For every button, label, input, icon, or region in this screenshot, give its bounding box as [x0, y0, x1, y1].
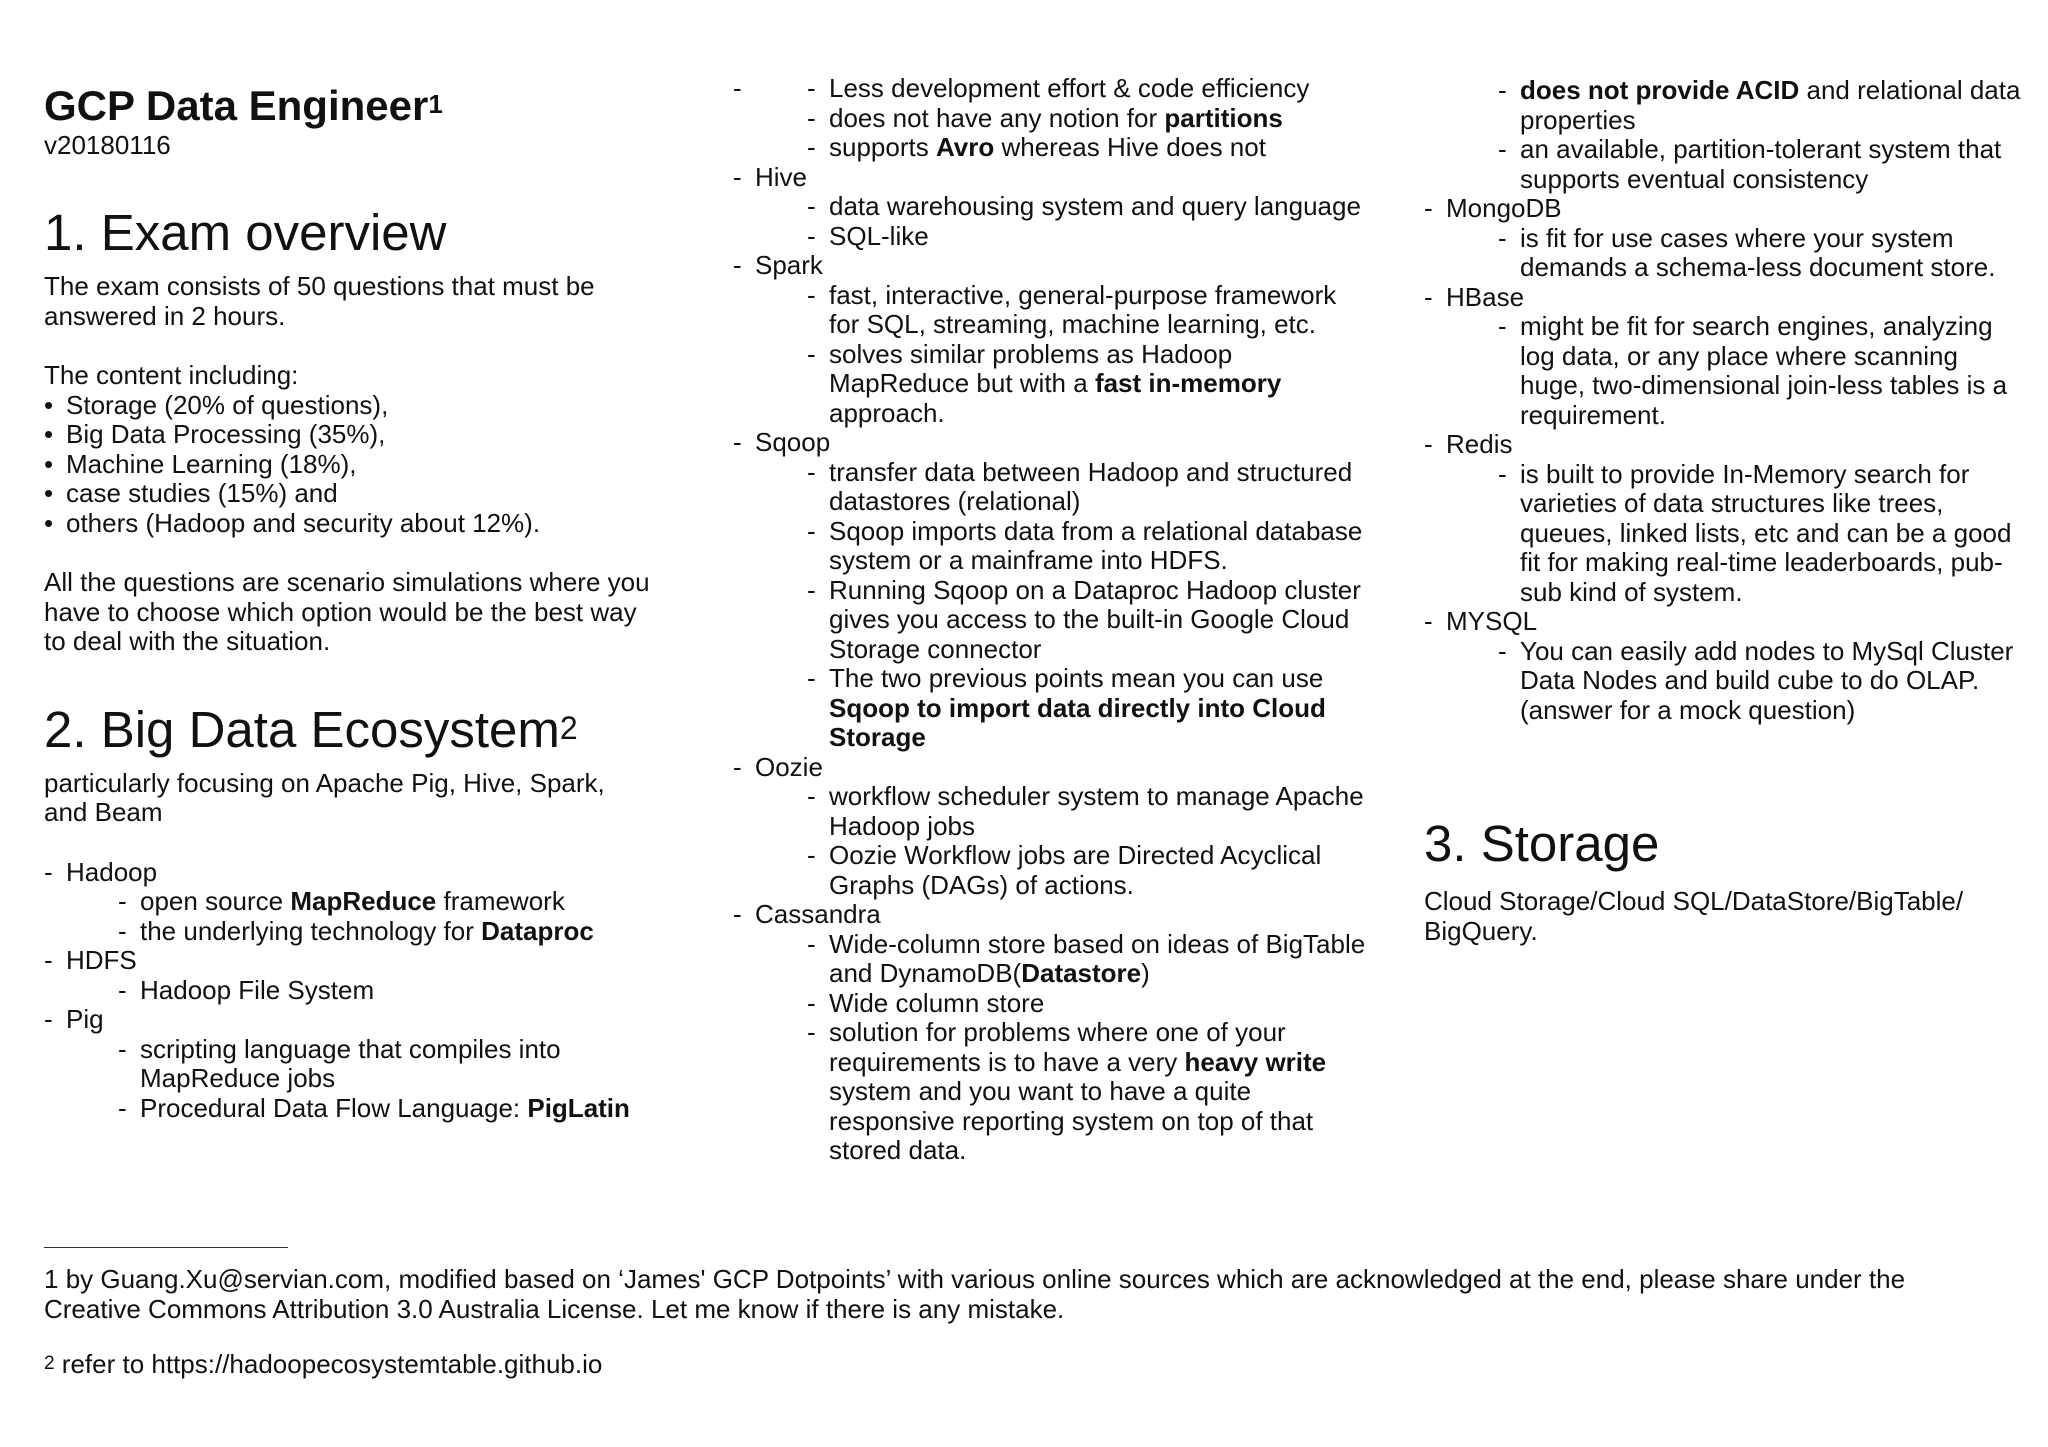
list-item: - is built to provide In-Memory search for varieties of data structures like trees, queues, linked lists, etc and can be a good fit for making real-time leaderboards, pub-sub kind of system.	[1498, 460, 2024, 608]
footnote-2-text: refer to https://hadoopecosystemtable.github.io	[54, 1349, 603, 1379]
list-item-cassandra: - Cassandra - Wide-column store based on ideas of BigTable and DynamoDB(Datastore) - Wide column store - solution for problems where one of your requirements is to have a very heavy write system and you want to have a quite responsive reporting system on top of that stored data.	[733, 900, 1373, 1166]
list-item-hdfs: - HDFS - Hadoop File System	[44, 946, 654, 1005]
list-item: - does not have any notion for partitions	[807, 104, 1373, 134]
list-item-pig: - Pig - scripting language that compiles into MapReduce jobs - Procedural Data Flow Language: PigLatin	[44, 1005, 654, 1123]
content-list	[44, 391, 654, 539]
list-item: - Hadoop File System	[118, 976, 654, 1006]
list-item: - does not provide ACID and relational data properties	[1498, 76, 2024, 135]
list-item: - You can easily add nodes to MySql Cluster Data Nodes and build cube to do OLAP. (answer for a mock question)	[1498, 637, 2024, 726]
list-item-redis: - Redis - is built to provide In-Memory search for varieties of data structures like trees, queues, linked lists, etc and can be a good fit for making real-time leaderboards, pub-sub kind of system.	[1424, 430, 2024, 607]
list-item: - Oozie Workflow jobs are Directed Acyclical Graphs (DAGs) of actions.	[807, 841, 1373, 900]
section-1-heading: 1. Exam overview	[44, 204, 447, 261]
footnote-2	[44, 1349, 2004, 1379]
list-item: - Sqoop imports data from a relational database system or a mainframe into HDFS.	[807, 517, 1373, 576]
list-item: • others (Hadoop and security about 12%).	[44, 509, 654, 539]
column-2	[733, 74, 1373, 1166]
footnote-1-mark: 1	[44, 1264, 59, 1294]
footnote-divider	[44, 1247, 288, 1248]
list-item: - might be fit for search engines, analyzing log data, or any place where scanning huge, two-dimensional join-less tables is a requirement.	[1498, 312, 2024, 430]
list-item: - supports Avro whereas Hive does not	[807, 133, 1373, 163]
list-item-hadoop: - Hadoop - open source MapReduce framework - the underlying technology for Dataproc	[44, 858, 654, 947]
ecosystem-list-part-4	[1424, 76, 2024, 194]
ecosystem-list-part-5	[1424, 194, 2024, 725]
list-item: - Procedural Data Flow Language: PigLatin	[118, 1094, 654, 1124]
list-item: - data warehousing system and query language	[807, 192, 1373, 222]
column-1	[44, 82, 654, 1123]
ecosystem-list-part-2	[733, 74, 1373, 163]
list-item-hive: - Hive - data warehousing system and query language - SQL-like	[733, 163, 1373, 252]
list-item: - Wide-column store based on ideas of BigTable and DynamoDB(Datastore)	[807, 930, 1373, 989]
section-2-heading: 2. Big Data Ecosystem$^2$	[44, 700, 578, 758]
title-footnote-ref[interactable]: 1	[428, 89, 443, 119]
list-item-oozie: - Oozie - workflow scheduler system to manage Apache Hadoop jobs - Oozie Workflow jobs are Directed Acyclical Graphs (DAGs) of actions.	[733, 753, 1373, 901]
ecosystem-list-part-1	[44, 858, 654, 1124]
list-item-pig-continued	[733, 74, 1373, 163]
list-item-hbase: - HBase - might be fit for search engines, analyzing log data, or any place where scanning huge, two-dimensional join-less tables is a requirement.	[1424, 283, 2024, 431]
list-item: - fast, interactive, general-purpose framework for SQL, streaming, machine learning, etc.	[807, 281, 1373, 340]
section-2-intro: particularly focusing on Apache Pig, Hive, Spark, and Beam	[44, 767, 605, 827]
list-item: - solution for problems where one of your requirements is to have a very heavy write system and you want to have a quite responsive reporting system on top of that stored data.	[807, 1018, 1373, 1166]
list-item: • case studies (15%) and	[44, 479, 654, 509]
footnote-2-mark: 2	[44, 1353, 55, 1374]
list-item: - is fit for use cases where your system demands a schema-less document store.	[1498, 224, 2024, 283]
exam-intro: The exam consists of 50 questions that must be answered in 2 hours.	[44, 271, 595, 331]
document-title: GCP Data Engineer$^1$	[44, 82, 443, 129]
list-item: • Big Data Processing (35%),	[44, 420, 654, 450]
list-item: - transfer data between Hadoop and structured datastores (relational)	[807, 458, 1373, 517]
list-item: - The two previous points mean you can use Sqoop to import data directly into Cloud Storage	[807, 664, 1373, 753]
list-item: • Storage (20% of questions),	[44, 391, 654, 421]
ecosystem-list-part-3	[733, 163, 1373, 1166]
section-2-footnote-ref[interactable]: 2	[559, 709, 578, 746]
section-3-heading: 3. Storage	[1424, 815, 1660, 872]
list-item-sqoop: - Sqoop - transfer data between Hadoop and structured datastores (relational) - Sqoop imports data from a relational database system or a mainframe into HDFS. - Running Sqoop on a Dataproc Hadoop cluster gives you access to the built-in Google Cloud Storage connector - The two previous points mean you can use Sqoop to import data directly into Cloud Storage	[733, 428, 1373, 753]
list-item: - SQL-like	[807, 222, 1373, 252]
list-item: - solves similar problems as Hadoop MapReduce but with a fast in-memory approach.	[807, 340, 1373, 429]
scenario-text: All the questions are scenario simulations where you have to choose which option would be the best way to deal with the situation.	[44, 567, 650, 656]
list-item-spark: - Spark - fast, interactive, general-purpose framework for SQL, streaming, machine learning, etc. - solves similar problems as Hadoop MapReduce but with a fast in-memory approach.	[733, 251, 1373, 428]
list-item: - the underlying technology for Dataproc	[118, 917, 654, 947]
list-item: • Machine Learning (18%),	[44, 450, 654, 480]
list-item: - workflow scheduler system to manage Apache Hadoop jobs	[807, 782, 1373, 841]
list-item-mongodb: - MongoDB - is fit for use cases where your system demands a schema-less document store.	[1424, 194, 2024, 283]
list-item-mysql: - MYSQL - You can easily add nodes to MySql Cluster Data Nodes and build cube to do OLAP. (answer for a mock question)	[1424, 607, 2024, 725]
version-label: v20180116	[44, 130, 171, 160]
list-item: - scripting language that compiles into MapReduce jobs	[118, 1035, 654, 1094]
list-item: - Wide column store	[807, 989, 1373, 1019]
content-label: The content including:	[44, 360, 299, 390]
storage-text: Cloud Storage/Cloud SQL/DataStore/BigTable/ BigQuery.	[1424, 886, 1964, 946]
list-item: - Running Sqoop on a Dataproc Hadoop cluster gives you access to the built-in Google Cloud Storage connector	[807, 576, 1373, 665]
list-item: - - Less development effort & code efficiency	[807, 74, 1373, 104]
list-item: - open source MapReduce framework	[118, 887, 654, 917]
column-3	[1424, 76, 2024, 946]
footnote-1: 1 by Guang.Xu@servian.com, modified based on ‘James' GCP Dotpoints’ with various online sources which are acknowledged at the end, please share under the Creative Commons Attribution 3.0 Australia License. Let me know if there is any mistake.	[44, 1264, 1906, 1324]
list-item: - an available, partition-tolerant system that supports eventual consistency	[1498, 135, 2024, 194]
